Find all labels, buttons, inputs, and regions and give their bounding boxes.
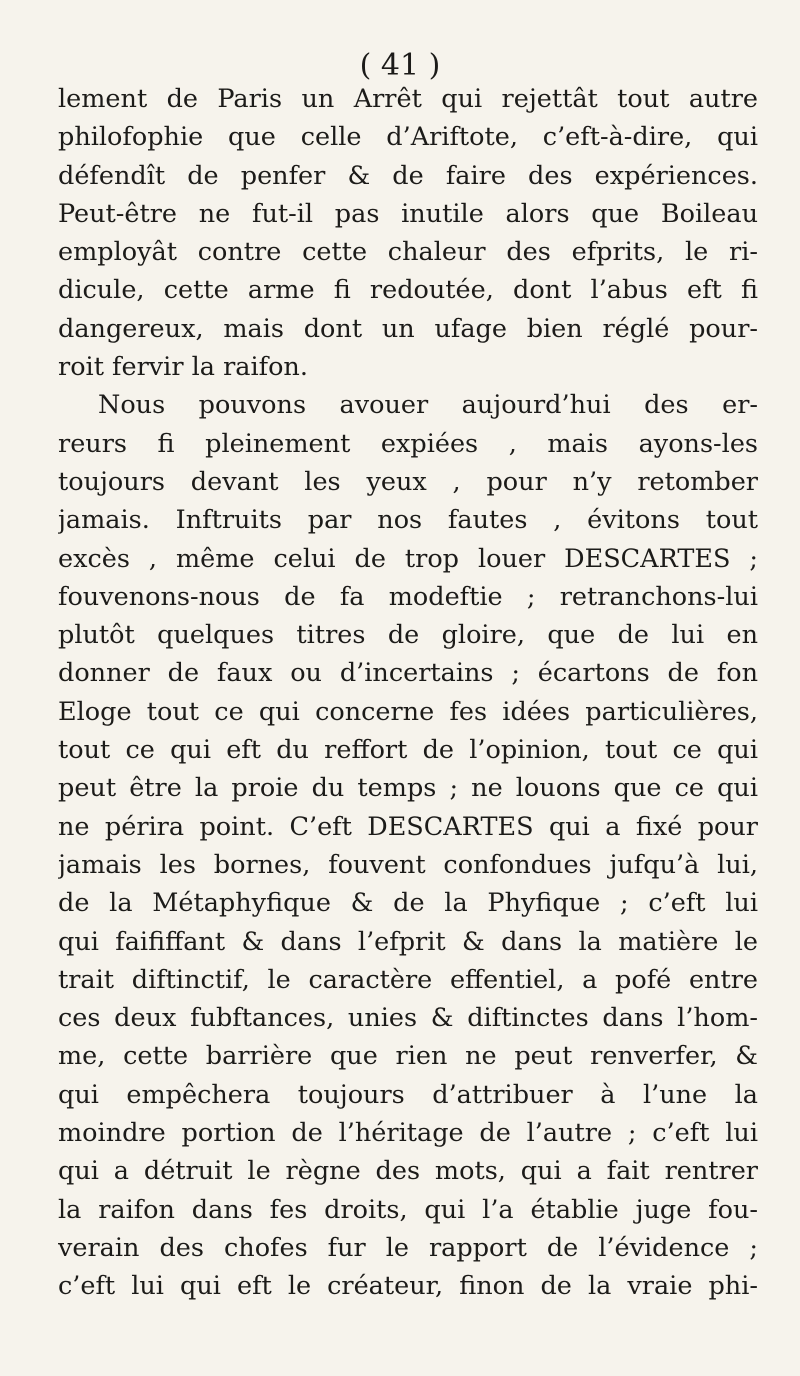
text-line: employât contre cette chaleur des efprits, le ri- (58, 237, 758, 268)
text-line: Eloge tout ce qui concerne fes idées particulières, (58, 696, 758, 727)
text-line: roit fervir la raifon. (58, 352, 308, 383)
text-line: fouvenons-nous de fa modeftie ; retranchons-lui (58, 581, 758, 612)
text-line: c’eft lui qui eft le créateur, finon de la vraie phi- (58, 1271, 758, 1302)
text-line: la raifon dans fes droits, qui l’a établie juge fou- (58, 1194, 758, 1225)
text-line: jamais. Inftruits par nos fautes , évitons tout (58, 505, 758, 536)
text-line: ne périra point. C’eft DESCARTES qui a fixé pour (58, 811, 758, 842)
text-line: dangereux, mais dont un ufage bien réglé pour- (58, 313, 758, 344)
text-line: plutôt quelques titres de gloire, que de lui en (58, 620, 758, 651)
page-number: ( 41 ) (359, 48, 441, 83)
text-line: trait diftinctif, le caractère effentiel, a pofé entre (58, 964, 758, 995)
text-line: excès , même celui de trop louer DESCARTES ; (58, 543, 758, 574)
text-line: de la Métaphyfique & de la Phyfique ; c’eft lui (58, 888, 758, 919)
text-line: moindre portion de l’héritage de l’autre ; c’eft lui (58, 1118, 758, 1149)
text-line: reurs fi pleinement expiées , mais ayons-les (58, 428, 758, 459)
text-line: jamais les bornes, fouvent confondues jufqu’à lui, (58, 849, 758, 880)
text-line: ces deux fubftances, unies & diftinctes dans l’hom- (58, 1003, 758, 1034)
text-line: défendît de penfer & de faire des expériences. (58, 160, 758, 191)
text-line: donner de faux ou d’incertains ; écartons de fon (58, 658, 758, 689)
paragraph-start-line: Nous pouvons avouer aujourd’hui des er- (98, 390, 758, 421)
text-line: qui a détruit le règne des mots, qui a fait rentrer (58, 1156, 758, 1187)
text-line: qui empêchera toujours d’attribuer à l’une la (58, 1079, 758, 1110)
text-line: verain des chofes fur le rapport de l’évidence ; (58, 1232, 758, 1263)
text-line: dicule, cette arme fi redoutée, dont l’abus eft fi (58, 275, 758, 306)
text-line: toujours devant les yeux , pour n’y retomber (58, 466, 758, 497)
text-line: philofophie que celle d’Ariftote, c’eft-à-dire, qui (58, 122, 758, 153)
text-line: me, cette barrière que rien ne peut renverfer, & (58, 1041, 758, 1072)
text-line: tout ce qui eft du reffort de l’opinion, tout ce qui (58, 735, 758, 766)
text-line: peut être la proie du temps ; ne louons que ce qui (58, 773, 758, 804)
text-line: Peut-être ne fut-il pas inutile alors que Boileau (58, 198, 758, 229)
body-text (58, 80, 758, 1306)
text-line: lement de Paris un Arrêt qui rejettât tout autre (58, 84, 758, 114)
text-line: qui faififfant & dans l’efprit & dans la matière le (58, 926, 758, 957)
